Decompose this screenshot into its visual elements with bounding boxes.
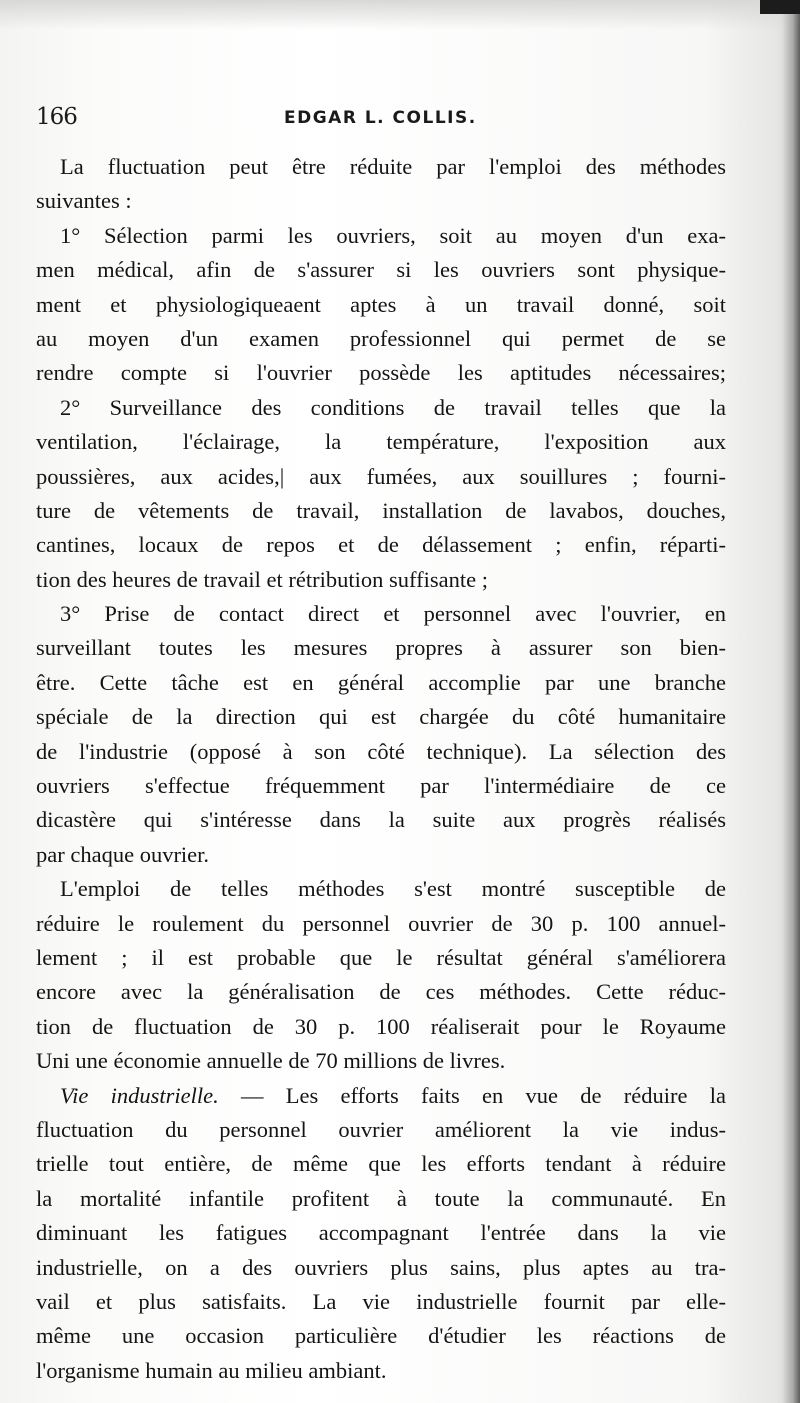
text-line: dicastère qui s'intéresse dans la suite aux progrès réalisés [36,807,726,833]
text-line: 1° Sélection parmi les ouvriers, soit au moyen d'un exa- [60,222,726,248]
text-line: trielle tout entière, de même que les efforts tendant à réduire [36,1151,726,1177]
text-line: poussières, aux acides,| aux fumées, aux souillures ; fourni- [36,463,726,489]
page-corner [760,0,800,14]
text-line: 2° Surveillance des conditions de travail telles que la [60,394,726,420]
text-line: industrielle, on a des ouvriers plus sains, plus aptes au tra- [36,1254,726,1280]
text-line: men médical, afin de s'assurer si les ouvriers sont physique- [36,257,726,283]
text-line: vail et plus satisfaits. La vie industrielle fournit par elle- [36,1288,726,1314]
text-line: suivantes : [36,188,132,214]
text-line: par chaque ouvrier. [36,841,210,867]
section-heading: Vie industrielle. [60,1082,219,1108]
page-binding-edge [782,0,800,1403]
text-line: lement ; il est probable que le résultat général s'améliorera [36,944,726,970]
text-line-rest: — Les efforts faits en vue de réduire la [218,1082,726,1108]
text-line: même une occasion particulière d'étudier les réactions de [36,1323,726,1349]
page-number: 166 [36,104,77,130]
text-line: surveillant toutes les mesures propres à assurer son bien- [36,635,726,661]
text-line: diminuant les fatigues accompagnant l'entrée dans la vie [36,1220,726,1246]
text-line: ventilation, l'éclairage, la température, l'exposition aux [36,429,726,455]
text-line: tion des heures de travail et rétribution suffisante ; [36,566,488,592]
text-line: Uni une économie annuelle de 70 millions de livres. [36,1048,506,1074]
page-header [36,100,736,136]
text-line: réduire le roulement du personnel ouvrier de 30 p. 100 annuel- [36,910,726,936]
text-line: au moyen d'un examen professionnel qui permet de se [36,325,726,351]
text-line: ment et physiologiqueaent aptes à un travail donné, soit [36,291,726,317]
body-text [36,150,726,1388]
text-line: la mortalité infantile profitent à toute la communauté. En [36,1185,726,1211]
text-line: être. Cette tâche est en général accomplie par une branche [36,669,726,695]
running-head: EDGAR L. COLLIS. [284,108,477,128]
text-line: fluctuation du personnel ouvrier améliorent la vie indus- [36,1116,726,1142]
text-line: rendre compte si l'ouvrier possède les aptitudes nécessaires; [36,360,726,386]
text-line: tion de fluctuation de 30 p. 100 réaliserait pour le Royaume [36,1013,726,1039]
text-line: ouvriers s'effectue fréquemment par l'intermédiaire de ce [36,773,726,799]
text-line: L'emploi de telles méthodes s'est montré susceptible de [60,876,726,902]
page-top-shadow [0,0,800,30]
text-line: ture de vêtements de travail, installation de lavabos, douches, [36,497,726,523]
text-line: de l'industrie (opposé à son côté technique). La sélection des [36,738,726,764]
text-line: encore avec la généralisation de ces méthodes. Cette réduc- [36,979,726,1005]
text-line: cantines, locaux de repos et de délassement ; enfin, réparti- [36,532,726,558]
text-line: La fluctuation peut être réduite par l'emploi des méthodes [60,154,726,179]
text-line: 3° Prise de contact direct et personnel avec l'ouvrier, en [60,601,726,627]
text-line: spéciale de la direction qui est chargée du côté humanitaire [36,704,726,730]
text-line-with-heading [36,1079,726,1113]
text-line: l'organisme humain au milieu ambiant. [36,1357,387,1383]
